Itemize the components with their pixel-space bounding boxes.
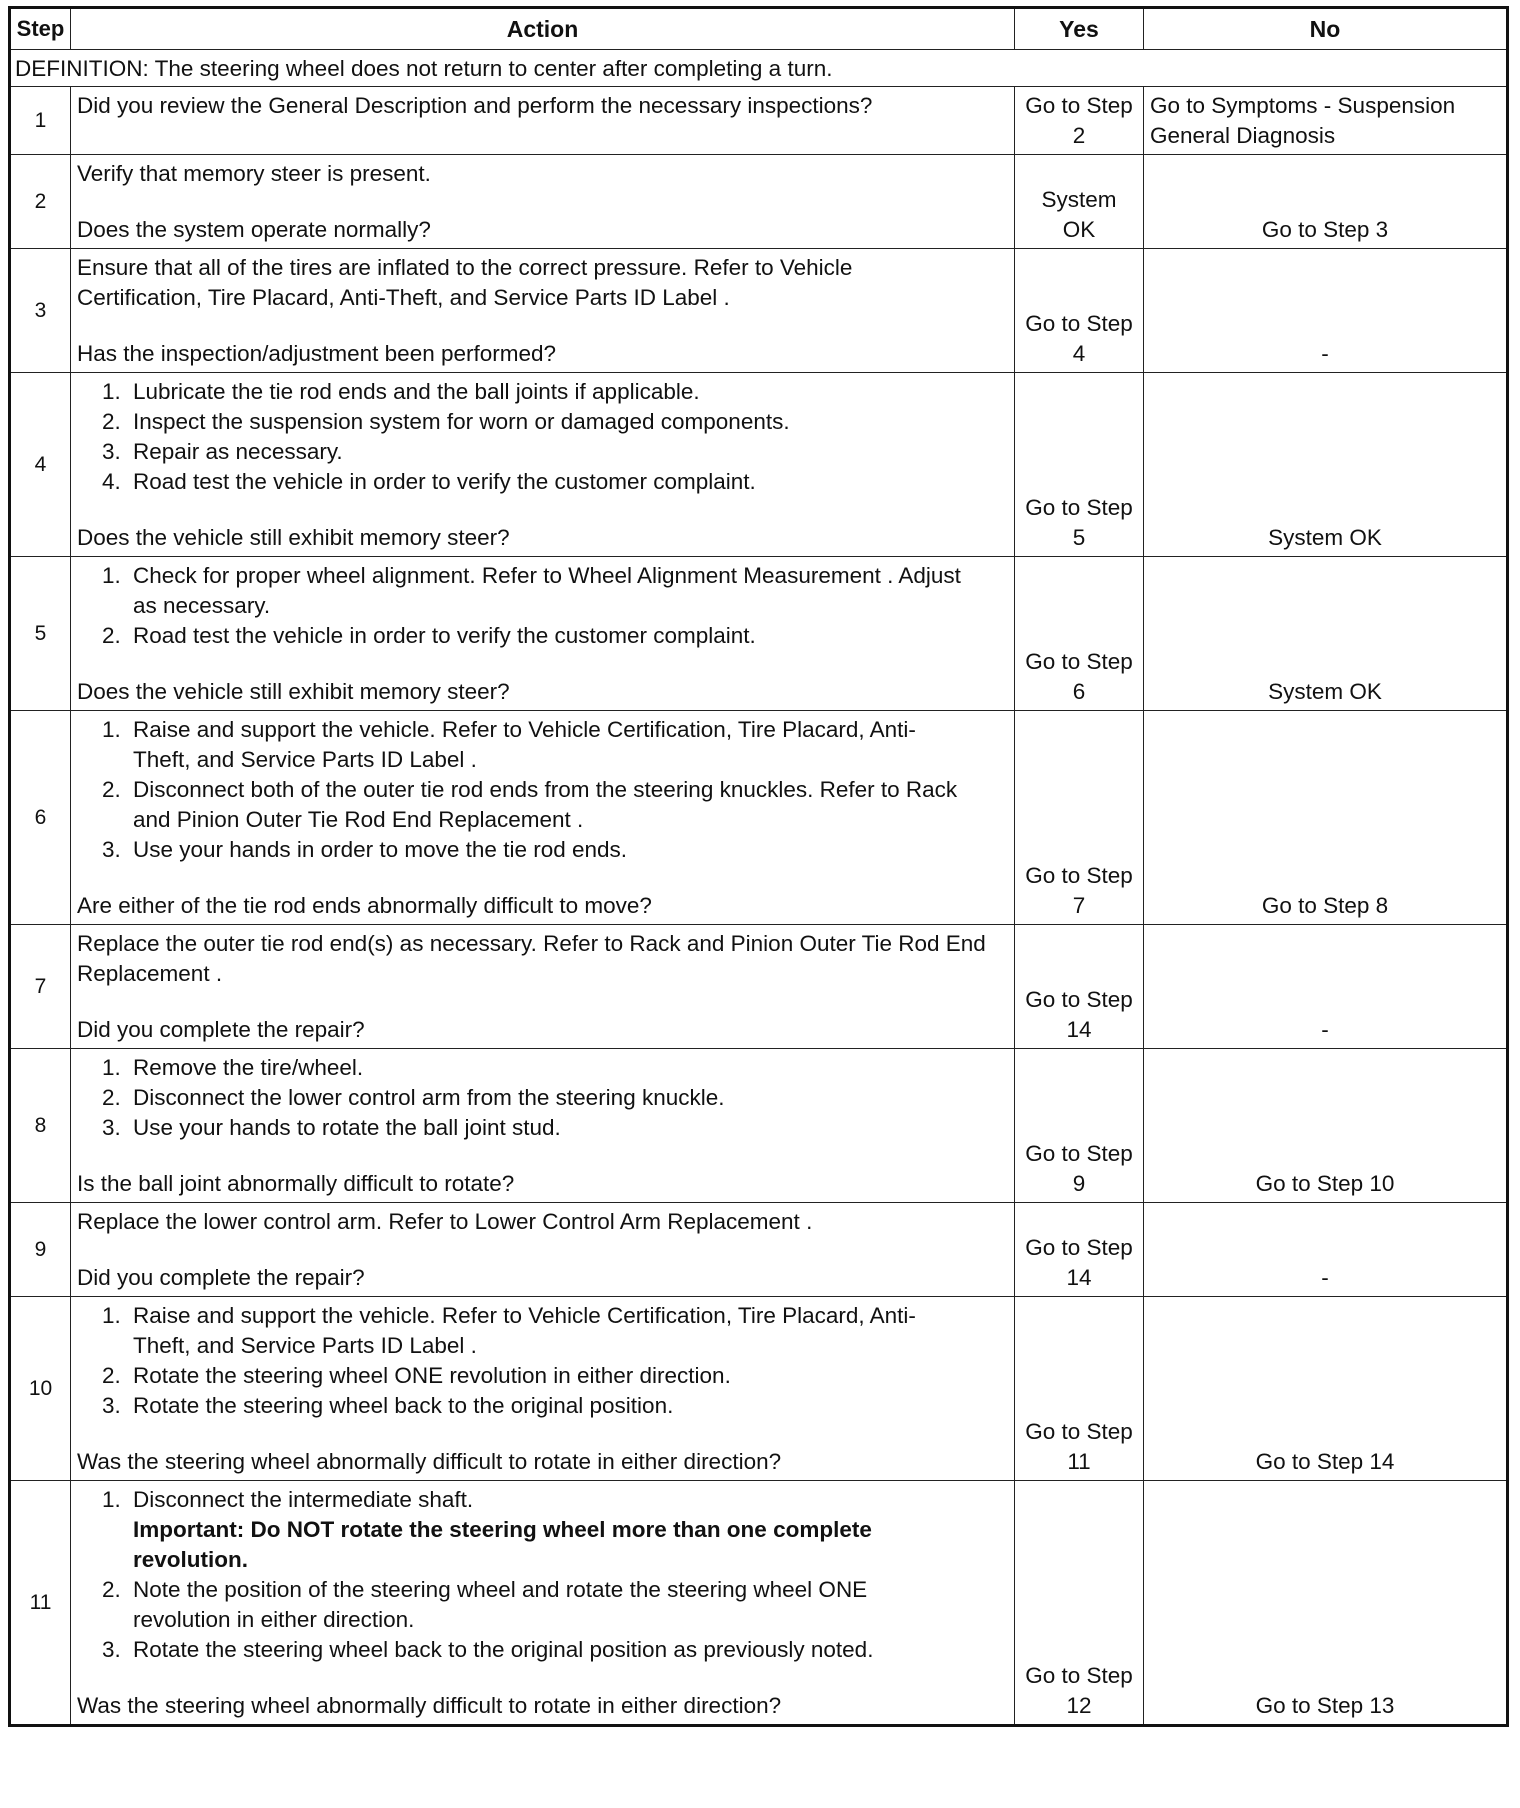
table-row [10,1049,1508,1203]
no-cell: - [1144,249,1508,373]
yes-cell [1015,1481,1144,1726]
definition-row [10,50,1508,87]
no-cell: System OK [1144,373,1508,557]
list-item: 2. Rotate the steering wheel ONE revolution in either direction. [127,1361,978,1391]
yes-cell [1015,249,1144,373]
important-note: Important: Do NOT rotate the steering wheel more than one complete revolution. [133,1517,872,1572]
diagnostic-table [8,6,1509,1727]
list-item: 1. Lubricate the tie rod ends and the ball joints if applicable. [127,377,1008,407]
list-item: 2. Road test the vehicle in order to verify the customer complaint. [127,621,968,651]
yes-link[interactable]: Go to Step [1025,1663,1133,1688]
table-row [10,557,1508,711]
action-question: Is the ball joint abnormally difficult to rotate? [77,1171,515,1196]
yes-cell [1015,1297,1144,1481]
action-list [77,377,1008,497]
action-intro: Verify that memory steer is present. [77,161,431,186]
table-row [10,711,1508,925]
action-question: Does the vehicle still exhibit memory steer? [77,525,510,550]
step-number: 5 [10,557,71,711]
yes-cell [1015,711,1144,925]
yes-cell [1015,155,1144,249]
action-list [77,1485,1008,1665]
list-item: 3. Repair as necessary. [127,437,1008,467]
header-row [10,8,1508,50]
action-cell [71,711,1015,925]
action-question: Does the system operate normally? [77,217,431,242]
yes-link[interactable]: Go to Step [1025,1419,1133,1444]
list-item: 2. Note the position of the steering wheel and rotate the steering wheel ONE revolution in either direction. [127,1575,928,1635]
yes-link[interactable]: Go to Step [1025,863,1133,888]
header-yes: Yes [1015,8,1144,50]
table-row [10,1203,1508,1297]
list-item: 4. Road test the vehicle in order to verify the customer complaint. [127,467,1008,497]
action-question: Are either of the tie rod ends abnormally difficult to move? [77,893,652,918]
action-cell [71,1203,1015,1297]
list-item: 3. Use your hands in order to move the tie rod ends. [127,835,978,865]
step-number: 10 [10,1297,71,1481]
action-question: Has the inspection/adjustment been performed? [77,341,557,366]
yes-link-number[interactable]: 14 [1066,1017,1092,1042]
table-row [10,373,1508,557]
list-item: 1. Raise and support the vehicle. Refer to Vehicle Certification, Tire Placard, Anti-Theft, and Service Parts ID Label . [127,1301,978,1361]
list-item: 1. Remove the tire/wheel. [127,1053,1008,1083]
yes-link-number[interactable]: 7 [1072,893,1086,918]
table-row [10,249,1508,373]
list-item: 2. Disconnect both of the outer tie rod ends from the steering knuckles. Refer to Rack and Pinion Outer Tie Rod End Replacement . [127,775,978,835]
table-row [10,925,1508,1049]
action-cell [71,1297,1015,1481]
action-intro: Ensure that all of the tires are inflated to the correct pressure. Refer to Vehicle Certification, Tire Placard, Anti-Theft, and Service Parts ID Label . [77,255,853,310]
no-cell[interactable]: Go to Step 13 [1144,1481,1508,1726]
step-number: 1 [10,87,71,155]
action-question: Was the steering wheel abnormally difficult to rotate in either direction? [77,1693,782,1718]
no-link[interactable]: Go to Symptoms - Suspension [1150,93,1456,118]
no-cell[interactable]: Go to Step 3 [1144,155,1508,249]
action-question: Was the steering wheel abnormally difficult to rotate in either direction? [77,1449,782,1474]
step-number: 11 [10,1481,71,1726]
table-row [10,155,1508,249]
list-item [127,1485,928,1575]
table-row [10,1481,1508,1726]
yes-cell [1015,87,1144,155]
step-number: 4 [10,373,71,557]
yes-link[interactable]: Go to Step [1025,1141,1133,1166]
no-cell: - [1144,925,1508,1049]
step-number: 3 [10,249,71,373]
list-item: 2. Disconnect the lower control arm from the steering knuckle. [127,1083,1008,1113]
yes-link[interactable]: Go to Step [1025,987,1133,1012]
yes-link-number[interactable]: 6 [1072,679,1086,704]
yes-cell [1015,925,1144,1049]
yes-link[interactable]: Go to Step [1025,1235,1133,1260]
yes-link-number[interactable]: 2 [1072,123,1086,148]
yes-link-number[interactable]: 11 [1067,1449,1091,1474]
table-row [10,87,1508,155]
yes-link[interactable]: Go to Step [1025,649,1133,674]
action-cell [71,925,1015,1049]
header-no: No [1144,8,1508,50]
action-list [77,715,1008,865]
action-list [77,561,1008,651]
no-cell[interactable]: Go to Step 8 [1144,711,1508,925]
no-cell[interactable]: Go to Step 14 [1144,1297,1508,1481]
no-cell: - [1144,1203,1508,1297]
action-question: Did you complete the repair? [77,1265,365,1290]
yes-link-number[interactable]: 14 [1066,1265,1092,1290]
list-item: 2. Inspect the suspension system for worn or damaged components. [127,407,1008,437]
yes-link[interactable]: Go to Step [1025,495,1133,520]
no-cell[interactable]: Go to Step 10 [1144,1049,1508,1203]
list-item-text: Disconnect the intermediate shaft. [133,1487,474,1512]
action-list [77,1301,1008,1421]
definition-text: DEFINITION: The steering wheel does not return to center after completing a turn. [10,50,1508,87]
list-item: 3. Use your hands to rotate the ball joint stud. [127,1113,1008,1143]
action-cell: Did you review the General Description and perform the necessary inspections? [71,87,1015,155]
action-question: Did you complete the repair? [77,1017,365,1042]
action-cell [71,155,1015,249]
yes-link[interactable]: Go to Step [1025,93,1133,118]
action-question: Does the vehicle still exhibit memory steer? [77,679,510,704]
action-cell [71,249,1015,373]
yes-cell [1015,557,1144,711]
yes-cell [1015,373,1144,557]
no-link-line2[interactable]: General Diagnosis [1150,123,1336,148]
action-cell [71,1049,1015,1203]
yes-link[interactable]: Go to Step [1025,311,1133,336]
step-number: 8 [10,1049,71,1203]
step-number: 9 [10,1203,71,1297]
action-cell [71,373,1015,557]
step-number: 2 [10,155,71,249]
yes-link-number[interactable]: 5 [1072,525,1086,550]
action-intro: Replace the lower control arm. Refer to Lower Control Arm Replacement . [77,1209,813,1234]
no-cell: System OK [1144,557,1508,711]
action-intro: Replace the outer tie rod end(s) as necessary. Refer to Rack and Pinion Outer Tie Rod End Replacement . [77,931,986,986]
action-cell [71,557,1015,711]
step-number: 7 [10,925,71,1049]
list-item: 3. Rotate the steering wheel back to the original position. [127,1391,978,1421]
table-row [10,1297,1508,1481]
no-cell [1144,87,1508,155]
yes-link-number[interactable]: 9 [1072,1171,1086,1196]
list-item: 1. Check for proper wheel alignment. Refer to Wheel Alignment Measurement . Adjust as necessary. [127,561,968,621]
yes-cell [1015,1203,1144,1297]
step-number: 6 [10,711,71,925]
yes-result: System [1041,187,1117,212]
header-step: Step [10,8,71,50]
list-item: 1. Raise and support the vehicle. Refer to Vehicle Certification, Tire Placard, Anti-Theft, and Service Parts ID Label . [127,715,978,775]
action-list [77,1053,1008,1143]
yes-link-number[interactable]: 4 [1072,341,1086,366]
yes-result-line2: OK [1062,217,1096,242]
action-cell [71,1481,1015,1726]
list-item: 3. Rotate the steering wheel back to the original position as previously noted. [127,1635,988,1665]
header-action: Action [71,8,1015,50]
yes-cell [1015,1049,1144,1203]
yes-link-number[interactable]: 12 [1066,1693,1092,1718]
